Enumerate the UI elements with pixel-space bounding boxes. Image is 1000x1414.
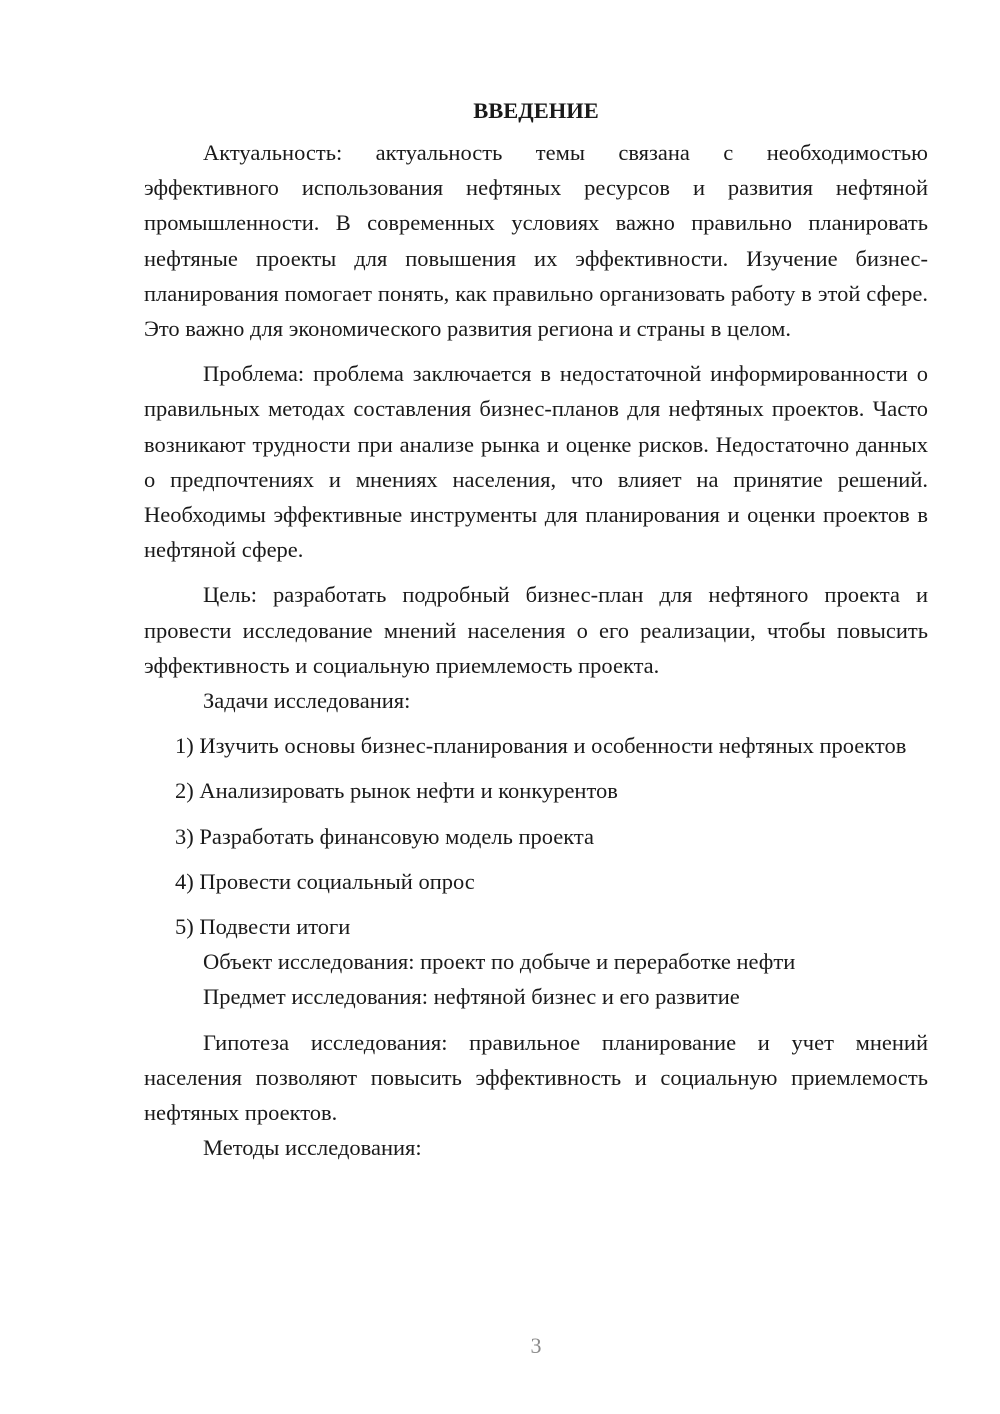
paragraph-problem: Проблема: проблема заключается в недостаточной информированности о правильных методах составления бизнес-планов для нефтяных проектов. Часто возникают трудности при анализе рынка и оценке рисков. Недостаточно данных о предпочтениях и мнениях населения, что влияет на принятие решений. Необходимы эффективные инструменты для планирования и оценки проектов в нефтяной сфере. — [144, 361, 928, 563]
section-heading: ВВЕДЕНИЕ — [473, 98, 599, 123]
list-item: 3) Разработать финансовую модель проекта — [175, 823, 595, 849]
paragraph-relevance: Актуальность: актуальность темы связана с необходимостью эффективного использования нефтяных ресурсов и развития нефтяной промышленности. В современных условиях важно правильно планировать нефтяные проекты для повышения их эффективности. Изучение бизнес-планирования помогает понять, как правильно организовать работу в этой сфере. Это важно для экономического развития региона и страны в целом. — [144, 140, 928, 342]
paragraph-subject: Предмет исследования: нефтяной бизнес и его развитие — [203, 984, 740, 1010]
paragraph-goal: Цель: разработать подробный бизнес-план для нефтяного проекта и провести исследование мнений населения о его реализации, чтобы повысить эффективность и социальную приемлемость проекта. — [144, 582, 928, 678]
list-item: 1) Изучить основы бизнес-планирования и особенности нефтяных проектов — [175, 733, 907, 759]
list-item: 5) Подвести итоги — [175, 914, 351, 940]
tasks-title: Задачи исследования: — [203, 688, 411, 714]
list-item: 4) Провести социальный опрос — [175, 868, 475, 894]
paragraph-object: Объект исследования: проект по добыче и переработке нефти — [203, 949, 796, 975]
tasks-list — [144, 728, 928, 944]
page-content — [144, 93, 928, 1165]
methods-title: Методы исследования: — [203, 1135, 422, 1161]
page-number: 3 — [530, 1333, 542, 1358]
paragraph-hypothesis: Гипотеза исследования: правильное планирование и учет мнений населения позволяют повысить эффективность и социальную приемлемость нефтяных проектов. — [144, 1029, 928, 1126]
list-item: 2) Анализировать рынок нефти и конкурентов — [175, 778, 618, 804]
